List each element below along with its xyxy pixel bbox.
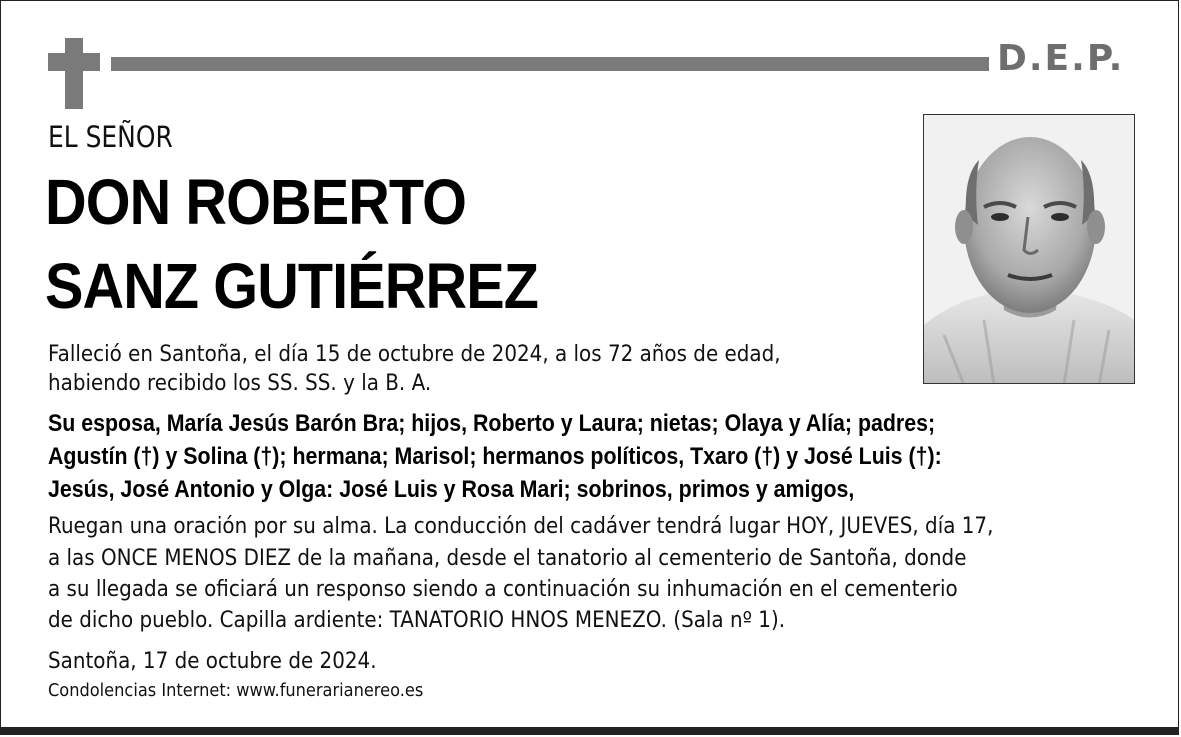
family-line-2: Agustín (†) y Solina (†); hermana; Marisol; hermanos políticos, Txaro (†) y José Luis (†): bbox=[48, 443, 942, 470]
deceased-name-line-1: DON ROBERTO bbox=[45, 166, 467, 238]
death-statement-line-2: habiendo recibido los SS. SS. y la B. A. bbox=[48, 371, 432, 396]
deceased-name-line-2: SANZ GUTIÉRREZ bbox=[45, 250, 539, 322]
funeral-details-line-3: a su llegada se oficiará un responso siendo a continuación su inhumación en el cementerio bbox=[48, 577, 958, 602]
place-and-date: Santoña, 17 de octubre de 2024. bbox=[48, 649, 377, 674]
honorific: EL SEÑOR bbox=[48, 120, 173, 154]
family-line-1: Su esposa, María Jesús Barón Bra; hijos, Roberto y Laura; nietas; Olaya y Alía; padres; bbox=[48, 410, 936, 437]
deceased-portrait-photo bbox=[923, 114, 1135, 384]
funeral-details-line-4: de dicho pueblo. Capilla ardiente: TANATORIO HNOS MENEZO. (Sala nº 1). bbox=[48, 608, 786, 633]
death-statement-line-1: Falleció en Santoña, el día 15 de octubre de 2024, a los 72 años de edad, bbox=[48, 342, 781, 367]
condolences-link[interactable]: Condolencias Internet: www.funerarianereo.es bbox=[48, 680, 424, 701]
family-line-3: Jesús, José Antonio y Olga: José Luis y Rosa Mari; sobrinos, primos y amigos, bbox=[48, 476, 855, 503]
header-rule bbox=[111, 57, 989, 71]
dep-label: D.E.P. bbox=[997, 38, 1125, 79]
funeral-details-line-2: a las ONCE MENOS DIEZ de la mañana, desde el tanatorio al cementerio de Santoña, donde bbox=[48, 546, 967, 571]
funeral-details-line-1: Ruegan una oración por su alma. La conducción del cadáver tendrá lugar HOY, JUEVES, día 17, bbox=[48, 514, 994, 539]
